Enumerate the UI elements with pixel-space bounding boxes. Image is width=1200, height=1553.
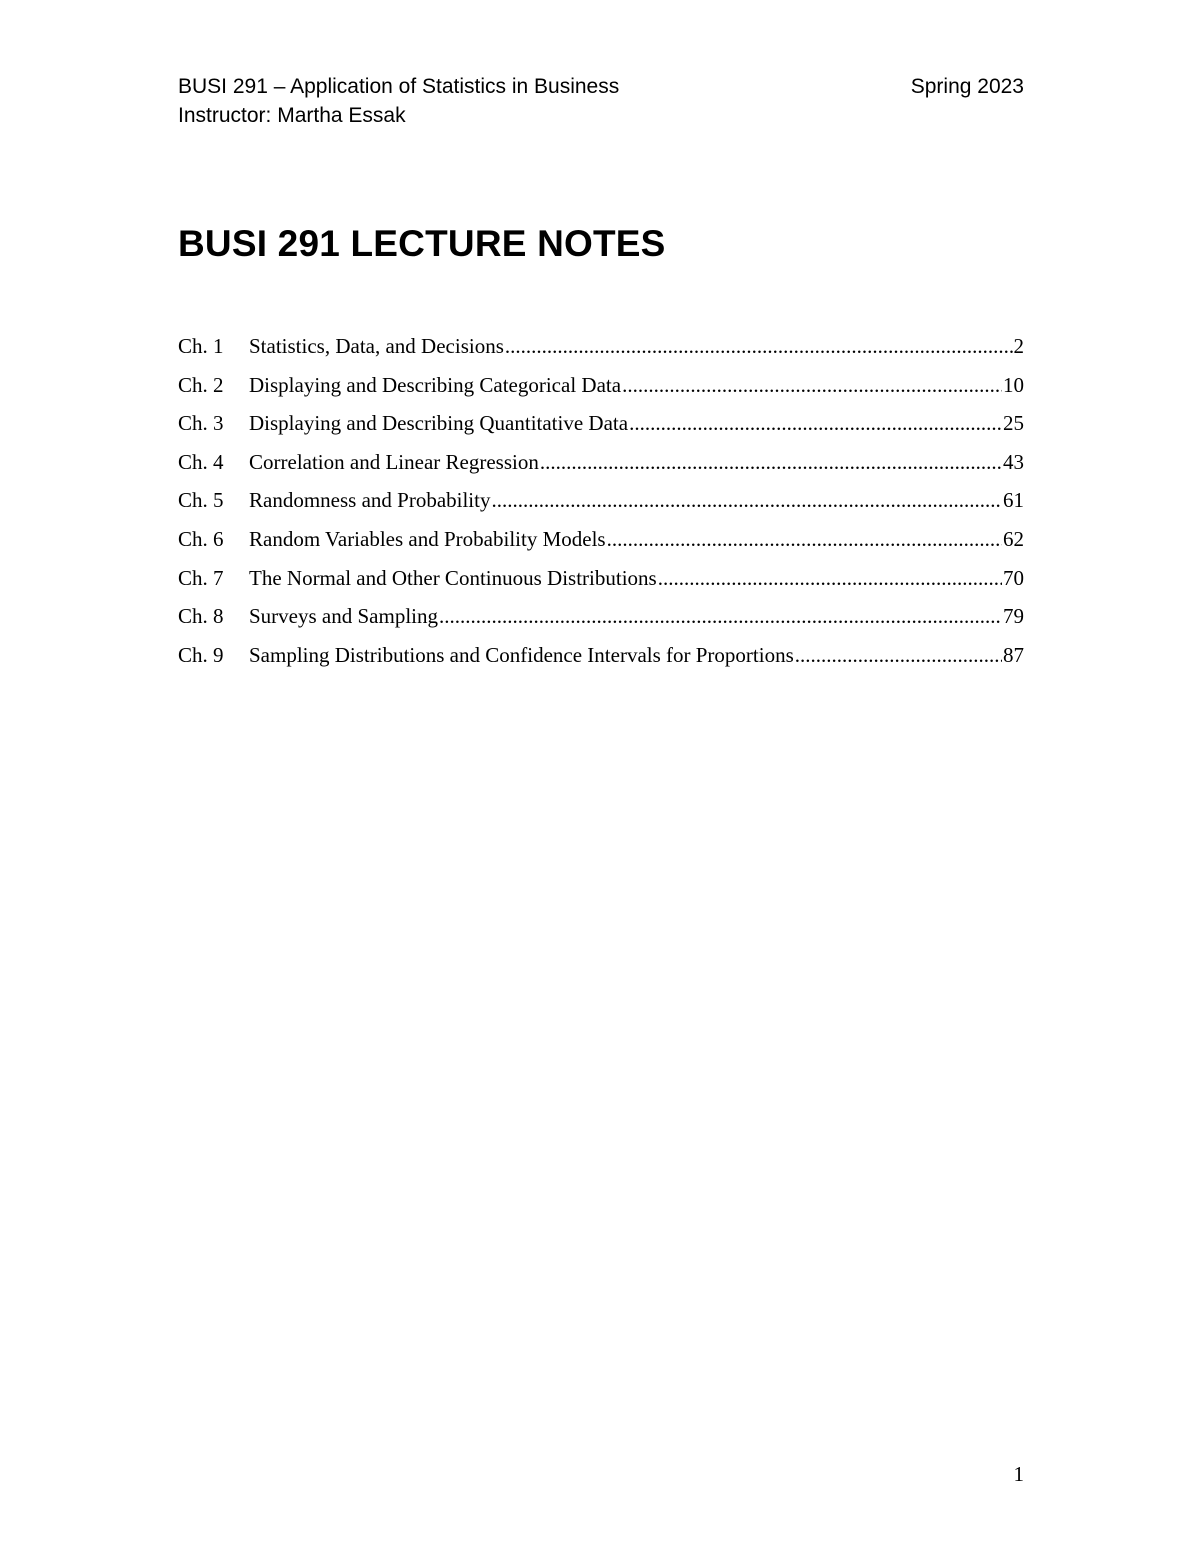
toc-chapter-number: Ch. 4 <box>178 449 224 474</box>
toc-chapter-title: The Normal and Other Continuous Distributions <box>249 565 657 590</box>
toc-entry[interactable] <box>178 447 1024 486</box>
toc-dot-leader <box>607 524 1002 554</box>
toc-chapter-number: Ch. 3 <box>178 411 224 436</box>
toc-chapter-title: Randomness and Probability <box>249 488 491 513</box>
toc-chapter-number: Ch. 1 <box>178 334 224 358</box>
toc-chapter-title: Surveys and Sampling <box>249 604 438 629</box>
toc-page-number: 62 <box>1003 526 1024 551</box>
toc-entry[interactable] <box>178 370 1024 409</box>
toc-page-number: 79 <box>1003 604 1024 629</box>
toc-chapter-number: Ch. 7 <box>178 565 224 590</box>
toc-entry[interactable] <box>178 563 1024 602</box>
toc-chapter-number: Ch. 8 <box>178 604 224 629</box>
toc-page-number: 87 <box>1003 642 1024 667</box>
toc-entry[interactable] <box>178 408 1024 447</box>
toc-chapter-title: Correlation and Linear Regression <box>249 449 539 474</box>
toc-chapter-number: Ch. 5 <box>178 488 224 513</box>
page-number: 1 <box>1013 1462 1024 1486</box>
toc-chapter-title: Statistics, Data, and Decisions <box>249 334 504 358</box>
toc-page-number: 70 <box>1003 565 1024 590</box>
toc-entry[interactable] <box>178 485 1024 524</box>
table-of-contents <box>178 331 1024 678</box>
course-title: BUSI 291 – Application of Statistics in Business <box>178 75 620 98</box>
term: Spring 2023 <box>910 75 1024 98</box>
toc-entry[interactable] <box>178 331 1024 370</box>
toc-dot-leader <box>795 640 1002 670</box>
toc-chapter-title: Displaying and Describing Quantitative Data <box>249 411 629 436</box>
toc-page-number: 10 <box>1003 372 1024 397</box>
toc-page-number: 61 <box>1003 488 1024 513</box>
toc-dot-leader <box>439 601 1002 631</box>
toc-dot-leader <box>629 408 1002 438</box>
toc-page-number: 2 <box>1013 334 1024 358</box>
toc-dot-leader <box>491 485 1002 515</box>
toc-entry[interactable] <box>178 601 1024 640</box>
toc-chapter-title: Displaying and Describing Categorical Data <box>249 372 622 397</box>
page-header <box>178 72 1024 130</box>
toc-entry[interactable] <box>178 524 1024 563</box>
toc-dot-leader <box>505 331 1013 361</box>
instructor-name: Instructor: Martha Essak <box>178 104 406 127</box>
header-top-row <box>178 72 1024 101</box>
toc-chapter-number: Ch. 9 <box>178 642 224 667</box>
toc-chapter-number: Ch. 2 <box>178 372 224 397</box>
document-title: BUSI 291 LECTURE NOTES <box>178 223 666 264</box>
toc-chapter-title: Random Variables and Probability Models <box>249 526 606 551</box>
toc-chapter-number: Ch. 6 <box>178 526 224 551</box>
toc-chapter-title: Sampling Distributions and Confidence Intervals for Proportions <box>249 642 794 667</box>
toc-page-number: 25 <box>1003 411 1024 436</box>
toc-dot-leader <box>622 370 1002 400</box>
toc-dot-leader <box>540 447 1002 477</box>
toc-page-number: 43 <box>1003 449 1024 474</box>
toc-dot-leader <box>658 563 1002 593</box>
toc-entry[interactable] <box>178 640 1024 679</box>
